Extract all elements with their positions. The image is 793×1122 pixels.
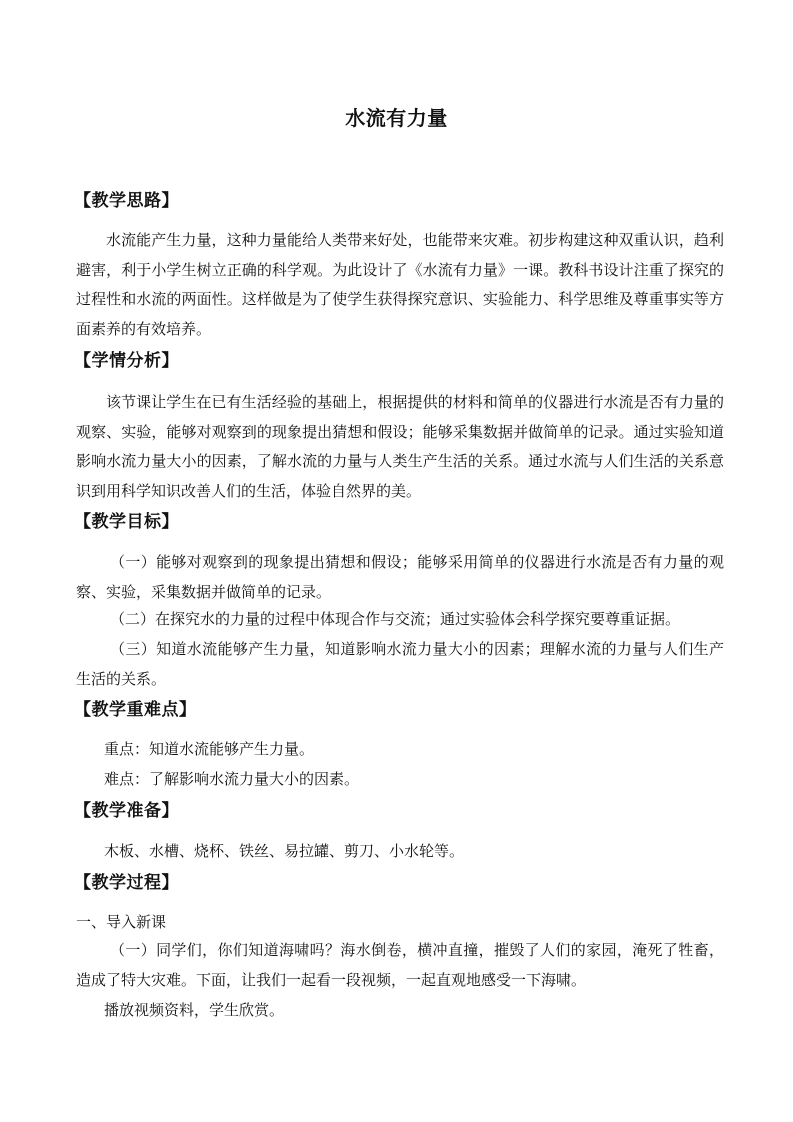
goal-item-2: （二）在探究水的力量的过程中体现合作与交流；通过实验体会科学探究要尊重证据。 [110, 610, 681, 628]
process-intro-paragraph: （一）同学们，你们知道海啸吗？海水倒卷，横冲直撞，摧毁了人们的家园，淹死了牲畜，造成了特大灾难。下面，让我们一起看一段视频，一起直观地感受一下海啸。 [76, 941, 724, 989]
heading-teaching-thinking: 【教学思路】 [74, 191, 179, 211]
goal-item-1: （一）能够对观察到的现象提出猜想和假设；能够采用简单的仪器进行水流是否有力量的观察、实验，采集数据并做简单的记录。 [76, 553, 724, 601]
key-point-focus: 重点：知道水流能够产生力量。 [104, 740, 315, 758]
process-activity-line: 播放视频资料，学生欣赏。 [104, 1001, 285, 1019]
heading-teaching-preparation: 【教学准备】 [74, 801, 179, 821]
heading-teaching-goals: 【教学目标】 [74, 512, 179, 532]
goal-item-3: （三）知道水流能够产生力量，知道影响水流力量大小的因素；理解水流的力量与人们生产生活的关系。 [76, 640, 724, 688]
heading-key-points: 【教学重难点】 [74, 700, 197, 720]
paragraph-teaching-thinking: 水流能产生力量，这种力量能给人类带来好处，也能带来灾难。初步构建这种双重认识，趋利避害，利于小学生树立正确的科学观。为此设计了《水流有力量》一课。教科书设计注重了探究的过程性和水流的两面性。这样做是为了使学生获得探究意识、实验能力、科学思维及尊重事实等方面素养的有效培养。 [76, 231, 724, 338]
key-point-difficulty: 难点：了解影响水流力量大小的因素。 [104, 770, 360, 788]
document-title: 水流有力量 [345, 106, 448, 130]
heading-learning-analysis: 【学情分析】 [74, 351, 179, 371]
heading-teaching-process: 【教学过程】 [74, 873, 179, 893]
paragraph-learning-analysis: 该节课让学生在已有生活经验的基础上，根据提供的材料和简单的仪器进行水流是否有力量的观察、实验，能够对观察到的现象提出猜想和假设；能够采集数据并做简单的记录。通过实验知道影响水流力量大小的因素，了解水流的力量与人类生产生活的关系。通过水流与人们生活的关系意识到用科学知识改善人们的生活，体验自然界的美。 [76, 393, 724, 500]
preparation-materials: 木板、水槽、烧杯、铁丝、易拉罐、剪刀、小水轮等。 [104, 842, 465, 860]
process-section-intro-heading: 一、导入新课 [76, 913, 167, 931]
